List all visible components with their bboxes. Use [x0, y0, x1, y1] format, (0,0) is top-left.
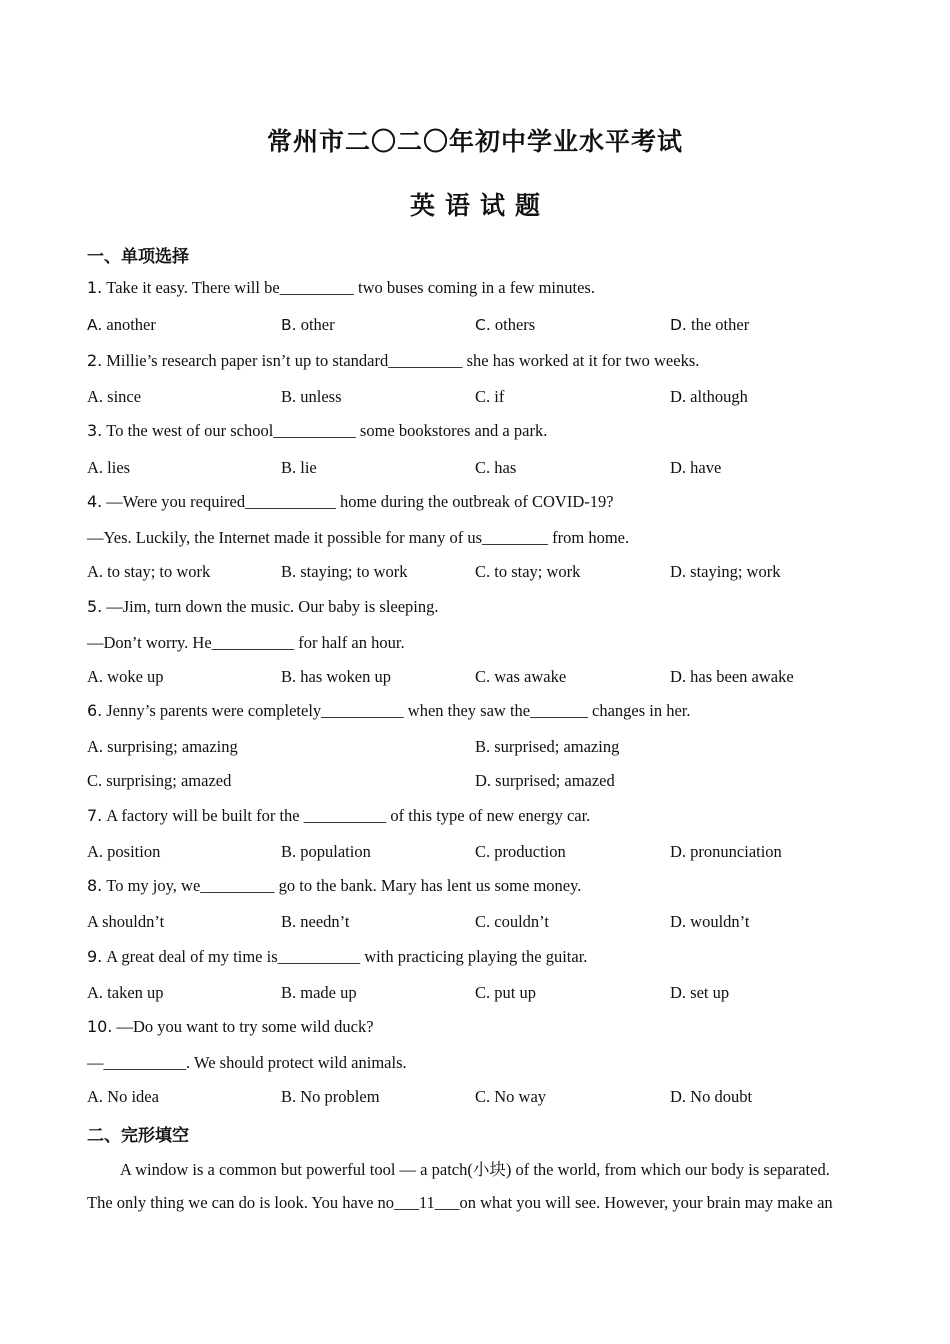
- option-d: D. wouldn’t: [670, 912, 750, 931]
- option-a: A. No idea: [87, 1087, 159, 1106]
- option-d: D. No doubt: [670, 1087, 753, 1106]
- question-3: [87, 421, 547, 441]
- option-b: B. surprised; amazing: [475, 737, 620, 756]
- option-letter: C.: [475, 316, 491, 334]
- question-stem: Millie’s research paper isn’t up to standard_________ she has worked at it for two weeks.: [106, 351, 700, 370]
- option-c: C. if: [475, 387, 505, 406]
- option-a: A. lies: [87, 458, 131, 477]
- passage-text: on what you will see. However, your brain may make an: [459, 1193, 833, 1212]
- question-4: [87, 492, 614, 512]
- option-b: B. has woken up: [281, 667, 391, 686]
- question-stem: —Were you required___________ home during the outbreak of COVID-19?: [106, 492, 614, 511]
- question-number: 7.: [87, 806, 103, 825]
- question-number: 3.: [87, 421, 103, 440]
- option-b: B. unless: [281, 387, 342, 406]
- passage-line-2: [87, 1193, 857, 1213]
- option-letter: A.: [87, 316, 103, 334]
- option-c: C. has: [475, 458, 517, 477]
- question-number: 8.: [87, 876, 103, 895]
- question-number: 10.: [87, 1017, 113, 1036]
- option-a: [87, 315, 156, 335]
- option-c: C. production: [475, 842, 566, 861]
- option-d: D. pronunciation: [670, 842, 782, 861]
- question-stem: Take it easy. There will be_________ two buses coming in a few minutes.: [106, 278, 595, 297]
- question-4-line-2: —Yes. Luckily, the Internet made it possible for many of us________ from home.: [87, 528, 630, 547]
- option-a: A. since: [87, 387, 142, 406]
- question-1: [87, 278, 595, 298]
- option-c: C. surprising; amazed: [87, 771, 232, 790]
- option-a: A. to stay; to work: [87, 562, 211, 581]
- question-number: 6.: [87, 701, 103, 720]
- exam-title: 常州市二〇二〇年初中学业水平考试: [266, 127, 683, 156]
- question-number: 5.: [87, 597, 103, 616]
- option-d: [670, 315, 749, 335]
- question-stem: Jenny’s parents were completely__________ when they saw the_______ changes in her.: [106, 701, 691, 720]
- passage-text: The only thing we can do is look. You have no: [87, 1193, 395, 1212]
- option-c: C. put up: [475, 983, 536, 1002]
- option-d: D. have: [670, 458, 722, 477]
- question-stem: A great deal of my time is__________ with practicing playing the guitar.: [106, 947, 588, 966]
- option-a: A. surprising; amazing: [87, 737, 238, 756]
- question-stem: —Do you want to try some wild duck?: [116, 1017, 374, 1036]
- question-stem: A factory will be built for the __________ of this type of new energy car.: [106, 806, 591, 825]
- option-text: the other: [691, 315, 750, 334]
- section-heading-1: 一、单项选择: [87, 247, 189, 267]
- passage-line-1: A window is a common but powerful tool — a patch(小块) of the world, from which our body is separated.: [120, 1160, 830, 1179]
- exam-subtitle: 英语试题: [409, 191, 550, 220]
- question-number: 1.: [87, 278, 103, 297]
- question-10-line-2: —__________. We should protect wild animals.: [87, 1053, 407, 1072]
- option-b: B. No problem: [281, 1087, 380, 1106]
- option-c: C. was awake: [475, 667, 567, 686]
- question-2: [87, 351, 699, 371]
- question-9: [87, 947, 587, 967]
- option-c: C. to stay; work: [475, 562, 581, 581]
- question-stem: To my joy, we_________ go to the bank. Mary has lent us some money.: [106, 876, 582, 895]
- question-number: 2.: [87, 351, 103, 370]
- question-6: [87, 701, 691, 721]
- question-7: [87, 806, 590, 826]
- blank-11: ___11___: [394, 1193, 460, 1212]
- option-d: D. although: [670, 387, 748, 406]
- option-a: A. position: [87, 842, 161, 861]
- option-b: [281, 315, 335, 335]
- option-c: C. couldn’t: [475, 912, 549, 931]
- question-5: [87, 597, 439, 617]
- option-d: D. has been awake: [670, 667, 794, 686]
- option-b: B. population: [281, 842, 371, 861]
- option-b: B. made up: [281, 983, 357, 1002]
- option-c: [475, 315, 535, 335]
- option-a: A shouldn’t: [87, 912, 165, 931]
- option-b: B. needn’t: [281, 912, 350, 931]
- question-number: 4.: [87, 492, 103, 511]
- option-letter: B.: [281, 316, 297, 334]
- option-a: A. woke up: [87, 667, 164, 686]
- option-d: D. set up: [670, 983, 730, 1002]
- option-d: D. surprised; amazed: [475, 771, 615, 790]
- question-8: [87, 876, 581, 896]
- question-stem: To the west of our school__________ some bookstores and a park.: [106, 421, 548, 440]
- option-b: B. staying; to work: [281, 562, 408, 581]
- option-text: other: [300, 315, 335, 334]
- option-text: another: [106, 315, 156, 334]
- option-b: B. lie: [281, 458, 317, 477]
- section-heading-2: 二、完形填空: [87, 1126, 189, 1146]
- option-c: C. No way: [475, 1087, 547, 1106]
- question-10: [87, 1017, 374, 1037]
- option-letter: D.: [670, 316, 687, 334]
- option-d: D. staying; work: [670, 562, 781, 581]
- option-a: A. taken up: [87, 983, 164, 1002]
- option-text: others: [494, 315, 536, 334]
- question-5-line-2: —Don’t worry. He__________ for half an hour.: [87, 633, 405, 652]
- question-stem: —Jim, turn down the music. Our baby is sleeping.: [106, 597, 439, 616]
- question-number: 9.: [87, 947, 103, 966]
